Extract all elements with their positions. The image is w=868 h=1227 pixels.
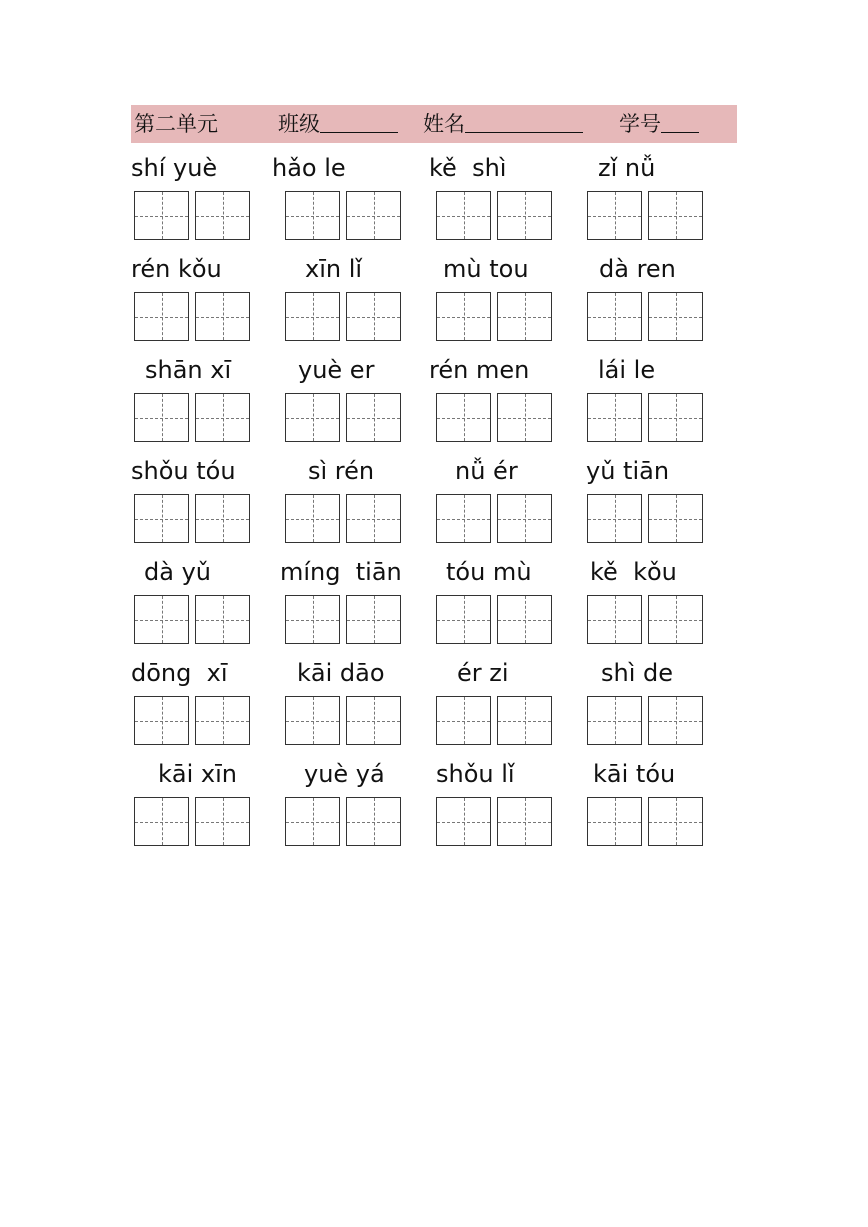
tianzige-box[interactable] <box>195 292 250 341</box>
writing-boxes <box>134 393 250 443</box>
tianzige-box[interactable] <box>497 797 552 846</box>
pinyin-label: zǐ nǚ <box>598 154 656 182</box>
tianzige-box[interactable] <box>285 797 340 846</box>
number-label: 学号 <box>619 112 661 136</box>
tianzige-box[interactable] <box>134 797 189 846</box>
writing-boxes <box>587 191 703 241</box>
word-cell <box>584 246 735 347</box>
pinyin-label: yǔ tiān <box>586 457 670 485</box>
pinyin-label: míng tiān <box>280 558 402 586</box>
word-cell <box>429 145 584 246</box>
word-cell <box>131 549 282 650</box>
class-blank[interactable] <box>320 105 398 133</box>
tianzige-box[interactable] <box>436 696 491 745</box>
pinyin-label: rén kǒu <box>131 255 222 283</box>
pinyin-label: yuè yá <box>304 760 385 788</box>
pinyin-label: mù tou <box>443 255 529 283</box>
word-cell <box>584 448 735 549</box>
tianzige-box[interactable] <box>195 696 250 745</box>
word-cell <box>433 448 584 549</box>
word-row <box>131 650 737 751</box>
tianzige-box[interactable] <box>346 292 401 341</box>
tianzige-box[interactable] <box>587 696 642 745</box>
tianzige-box[interactable] <box>436 292 491 341</box>
word-cell <box>282 549 433 650</box>
tianzige-box[interactable] <box>195 797 250 846</box>
writing-boxes <box>134 292 250 342</box>
tianzige-box[interactable] <box>648 494 703 543</box>
word-cell <box>429 347 584 448</box>
writing-boxes <box>436 191 552 241</box>
word-row <box>131 246 737 347</box>
tianzige-box[interactable] <box>285 191 340 240</box>
word-cell <box>131 145 282 246</box>
tianzige-box[interactable] <box>134 696 189 745</box>
writing-boxes <box>587 696 703 746</box>
writing-boxes <box>587 292 703 342</box>
tianzige-box[interactable] <box>648 696 703 745</box>
tianzige-box[interactable] <box>648 292 703 341</box>
tianzige-box[interactable] <box>497 595 552 644</box>
word-cell <box>282 448 433 549</box>
tianzige-box[interactable] <box>285 494 340 543</box>
writing-boxes <box>134 191 250 241</box>
writing-boxes <box>285 191 401 241</box>
pinyin-label: lái le <box>598 356 656 384</box>
word-cell <box>584 650 735 751</box>
pinyin-label: nǚ ér <box>455 457 518 485</box>
tianzige-box[interactable] <box>195 494 250 543</box>
writing-boxes <box>285 595 401 645</box>
writing-boxes <box>134 494 250 544</box>
word-cell <box>131 751 282 852</box>
tianzige-box[interactable] <box>285 292 340 341</box>
tianzige-box[interactable] <box>285 393 340 442</box>
pinyin-label: shān xī <box>145 356 232 384</box>
tianzige-box[interactable] <box>346 191 401 240</box>
word-cell <box>272 145 433 246</box>
tianzige-box[interactable] <box>587 797 642 846</box>
tianzige-box[interactable] <box>285 595 340 644</box>
tianzige-box[interactable] <box>587 393 642 442</box>
word-cell <box>433 549 584 650</box>
pinyin-label: rén men <box>429 356 530 384</box>
word-cell <box>584 145 735 246</box>
tianzige-box[interactable] <box>134 191 189 240</box>
word-row <box>131 347 737 448</box>
tianzige-box[interactable] <box>346 393 401 442</box>
word-cell <box>584 549 735 650</box>
tianzige-box[interactable] <box>497 696 552 745</box>
writing-boxes <box>285 393 401 443</box>
word-cell <box>131 347 282 448</box>
writing-boxes <box>134 595 250 645</box>
writing-boxes <box>587 797 703 847</box>
tianzige-box[interactable] <box>346 494 401 543</box>
word-cell <box>282 650 433 751</box>
worksheet-header <box>131 105 737 143</box>
tianzige-box[interactable] <box>648 595 703 644</box>
tianzige-box[interactable] <box>497 393 552 442</box>
writing-boxes <box>285 696 401 746</box>
tianzige-box[interactable] <box>195 595 250 644</box>
tianzige-box[interactable] <box>195 191 250 240</box>
pinyin-label: kāi xīn <box>158 760 237 788</box>
name-label: 姓名 <box>423 112 465 136</box>
pinyin-label: tóu mù <box>446 558 532 586</box>
word-cell <box>282 347 433 448</box>
class-label: 班级 <box>278 112 320 136</box>
word-cell <box>131 246 282 347</box>
writing-boxes <box>587 595 703 645</box>
tianzige-box[interactable] <box>587 494 642 543</box>
tianzige-box[interactable] <box>587 191 642 240</box>
pinyin-label: dōng xī <box>131 659 228 687</box>
tianzige-box[interactable] <box>587 292 642 341</box>
word-cell <box>131 650 282 751</box>
word-cell <box>433 751 584 852</box>
writing-boxes <box>436 292 552 342</box>
tianzige-box[interactable] <box>587 595 642 644</box>
tianzige-box[interactable] <box>648 393 703 442</box>
word-cell <box>433 650 584 751</box>
class-field <box>278 105 320 143</box>
writing-boxes <box>436 797 552 847</box>
tianzige-box[interactable] <box>497 292 552 341</box>
tianzige-box[interactable] <box>195 393 250 442</box>
tianzige-box[interactable] <box>346 797 401 846</box>
pinyin-label: yuè er <box>298 356 375 384</box>
word-row <box>131 145 737 246</box>
word-cell <box>282 246 433 347</box>
tianzige-box[interactable] <box>497 494 552 543</box>
pinyin-label: dà ren <box>599 255 676 283</box>
pinyin-label: ér zi <box>457 659 509 687</box>
word-row <box>131 448 737 549</box>
writing-boxes <box>285 797 401 847</box>
word-cell <box>433 246 584 347</box>
writing-boxes <box>587 494 703 544</box>
writing-boxes <box>134 696 250 746</box>
pinyin-label: xīn lǐ <box>305 255 363 283</box>
tianzige-box[interactable] <box>134 393 189 442</box>
tianzige-box[interactable] <box>285 696 340 745</box>
tianzige-box[interactable] <box>346 696 401 745</box>
name-field <box>423 105 465 143</box>
word-row <box>131 549 737 650</box>
pinyin-label: kāi dāo <box>297 659 385 687</box>
tianzige-box[interactable] <box>436 393 491 442</box>
pinyin-label: kě kǒu <box>590 558 677 586</box>
pinyin-label: shí yuè <box>131 154 218 182</box>
pinyin-label: shǒu tóu <box>131 457 236 485</box>
tianzige-box[interactable] <box>648 191 703 240</box>
tianzige-box[interactable] <box>134 595 189 644</box>
writing-boxes <box>436 595 552 645</box>
word-cell <box>584 347 735 448</box>
name-blank[interactable] <box>465 105 583 133</box>
pinyin-label: shǒu lǐ <box>436 760 515 788</box>
tianzige-box[interactable] <box>134 494 189 543</box>
tianzige-box[interactable] <box>497 191 552 240</box>
tianzige-box[interactable] <box>436 494 491 543</box>
pinyin-label: kě shì <box>429 154 507 182</box>
tianzige-box[interactable] <box>346 595 401 644</box>
word-cell <box>131 448 282 549</box>
pinyin-grid <box>131 145 737 852</box>
pinyin-label: sì rén <box>308 457 375 485</box>
word-cell <box>282 751 433 852</box>
number-blank[interactable] <box>661 105 699 133</box>
pinyin-label: dà yǔ <box>144 558 211 586</box>
writing-boxes <box>587 393 703 443</box>
number-field <box>619 105 661 143</box>
writing-boxes <box>436 696 552 746</box>
pinyin-label: kāi tóu <box>593 760 676 788</box>
writing-boxes <box>436 494 552 544</box>
writing-boxes <box>285 494 401 544</box>
word-cell <box>584 751 735 852</box>
writing-boxes <box>134 797 250 847</box>
pinyin-label: shì de <box>601 659 674 687</box>
word-row <box>131 751 737 852</box>
unit-title: 第二单元 <box>134 112 218 136</box>
tianzige-box[interactable] <box>436 595 491 644</box>
tianzige-box[interactable] <box>436 797 491 846</box>
writing-boxes <box>436 393 552 443</box>
tianzige-box[interactable] <box>436 191 491 240</box>
tianzige-box[interactable] <box>648 797 703 846</box>
pinyin-label: hǎo le <box>272 154 346 182</box>
tianzige-box[interactable] <box>134 292 189 341</box>
writing-boxes <box>285 292 401 342</box>
